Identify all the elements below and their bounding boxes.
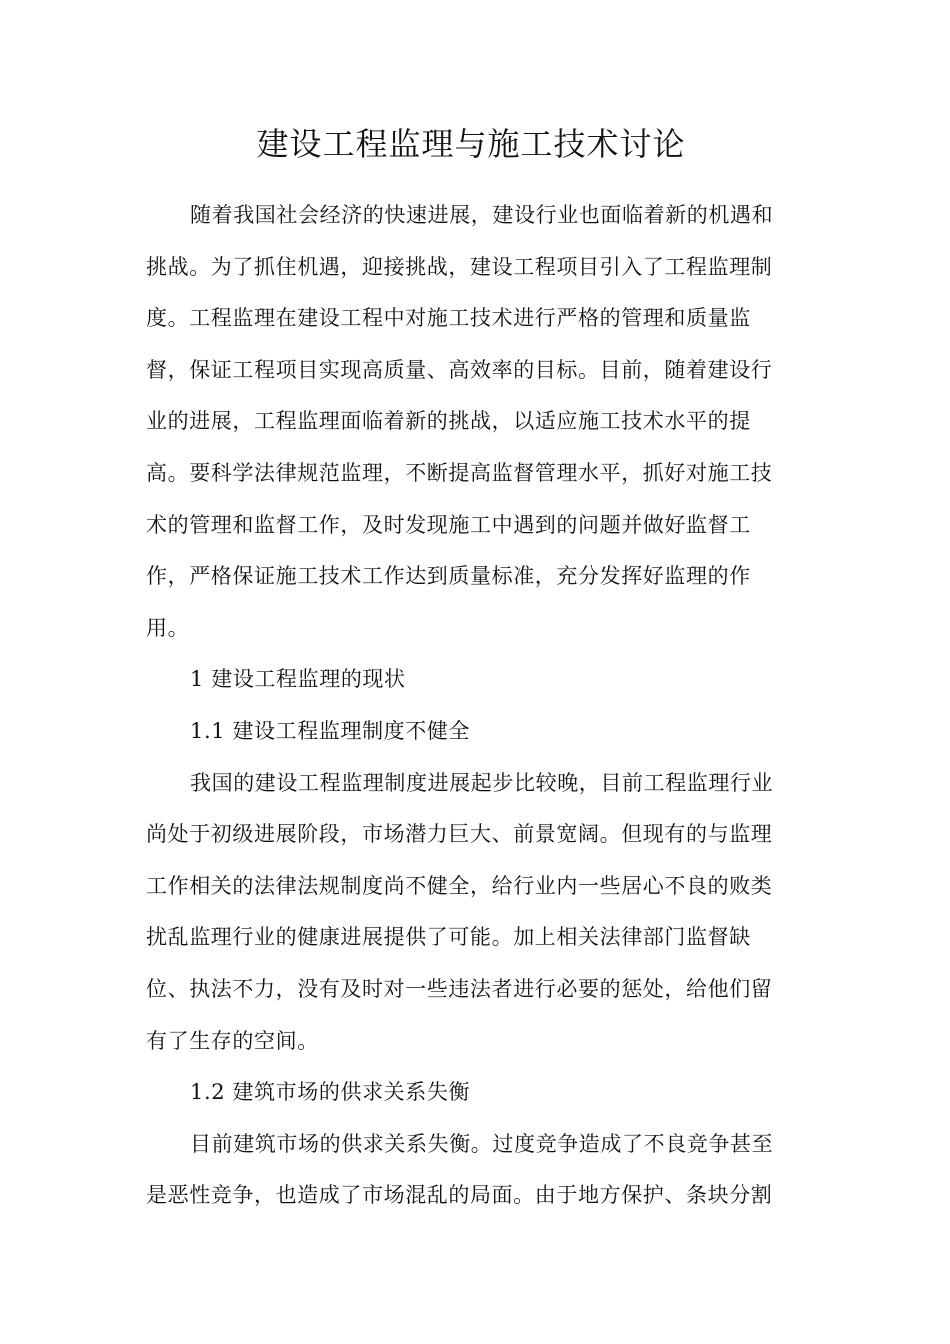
- text-line: 术的管理和监督工作，及时发现施工中遇到的问题并做好监督工: [146, 512, 751, 537]
- text-line: 度。工程监理在建设工程中对施工技术进行严格的管理和质量监: [146, 306, 751, 331]
- text-line: 目前建筑市场的供求关系失衡。过度竞争造成了不良竞争甚至: [190, 1131, 774, 1156]
- text-line: 1.2 建筑市场的供求关系失衡: [190, 1080, 471, 1105]
- text-line: 有了生存的空间。: [146, 1028, 319, 1053]
- text-line: 作，严格保证施工技术工作达到质量标准，充分发挥好监理的作: [146, 564, 751, 589]
- text-line: 1 建设工程监理的现状: [190, 667, 406, 692]
- text-line: 随着我国社会经济的快速进展，建设行业也面临着新的机遇和: [190, 203, 774, 227]
- text-line: 是恶性竞争，也造成了市场混乱的局面。由于地方保护、条块分割: [146, 1183, 773, 1208]
- text-line: 我国的建设工程监理制度进展起步比较晚，目前工程监理行业: [190, 770, 774, 795]
- text-line: 督，保证工程项目实现高质量、高效率的目标。目前，随着建设行: [146, 357, 773, 382]
- document-title: 建设工程监理与施工技术讨论: [256, 125, 686, 163]
- text-line: 用。: [146, 615, 190, 640]
- text-line: 1.1 建设工程监理制度不健全: [190, 718, 471, 743]
- text-line: 业的进展，工程监理面临着新的挑战，以适应施工技术水平的提: [146, 409, 751, 434]
- text-line: 工作相关的法律法规制度尚不健全，给行业内一些居心不良的败类: [146, 873, 773, 898]
- text-line: 高。要科学法律规范监理，不断提高监督管理水平，抓好对施工技: [146, 460, 773, 485]
- text-line: 尚处于初级进展阶段，市场潜力巨大、前景宽阔。但现有的与监理: [146, 822, 773, 847]
- document-body: [146, 190, 796, 1222]
- text-line: 挑战。为了抓住机遇，迎接挑战，建设工程项目引入了工程监理制: [146, 254, 773, 279]
- text-line: 位、执法不力，没有及时对一些违法者进行必要的惩处，给他们留: [146, 976, 773, 1001]
- text-line: 扰乱监理行业的健康进展提供了可能。加上相关法律部门监督缺: [146, 925, 751, 950]
